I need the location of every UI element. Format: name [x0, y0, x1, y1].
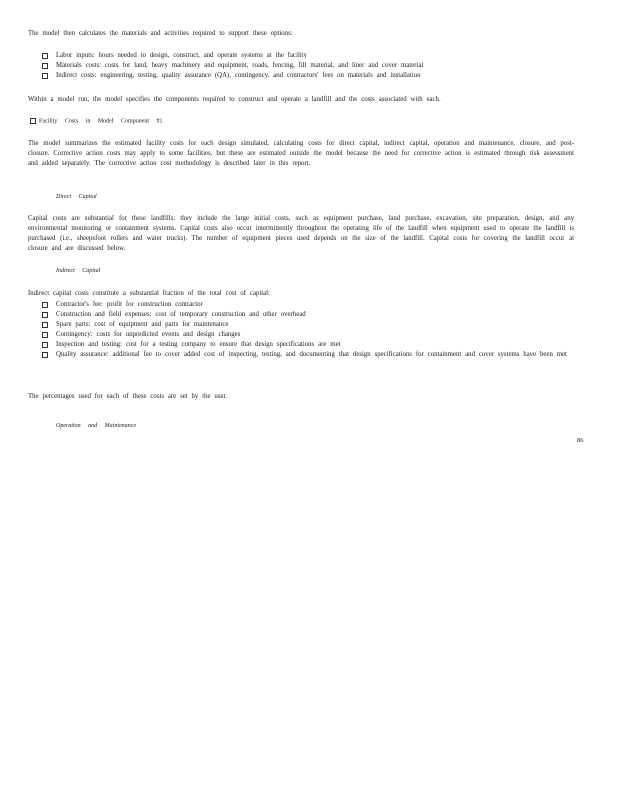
list-item: Materials costs: costs for land, heavy machinery and equipment, roads, fencing, fill material, and liner and cover material: [42, 61, 574, 71]
list-item: Labor inputs: hours needed to design, construct, and operate systems at the facility: [42, 51, 574, 61]
direct-capital-heading: Direct Capital: [56, 194, 97, 200]
summary-paragraph: The model summarizes the estimated facility costs for each design simulated, calculating costs for direct capital, indirect capital, operation and maintenance, closure, and post-closure. Corrective action costs may apply to some facilities, but these are estimated outside the model because the need for corrective action is estimated through risk assessment and added separately. The corrective action cost methodology is described later in this report.: [28, 140, 574, 167]
list-item: Contingency: costs for unpredicted events and design changes: [42, 330, 574, 340]
list-item: Contractor's fee: profit for construction contractor: [42, 300, 574, 310]
figure-box-icon: [30, 118, 36, 124]
bullet-box-icon: [42, 73, 48, 79]
figure-caption: Facility Costs in Model Component #1: [30, 118, 163, 124]
options-bullet-list: [42, 51, 574, 81]
page-number: 86: [577, 437, 584, 444]
indirect-intro-paragraph: Indirect capital costs constitute a substantial fraction of the total cost of capital:: [28, 290, 270, 297]
bullet-box-icon: [42, 332, 48, 338]
bullet-box-icon: [42, 302, 48, 308]
bullet-box-icon: [42, 322, 48, 328]
within-model-paragraph: Within a model run, the model specifies the components required to construct and operate a landfill and the costs associated with each.: [28, 96, 441, 103]
direct-capital-paragraph: Capital costs are substantial for these landfills; they include the large initial costs, such as equipment purchase, land purchase, excavation, site preparation, design, and any environmental monitoring or containment systems. Capital costs also occur intermittently throughout the operating life of the landfill when equipment used to operate the landfill is purchased (i.e., sheepsfoot rollers and water trucks). The number of equipment pieces used depends on the size of the landfill. Capital costs for covering the landfill occur at closure and are discussed below.: [28, 215, 574, 252]
intro-paragraph: The model then calculates the materials and activities required to support these options:: [28, 30, 293, 37]
list-item: Quality assurance: additional fee to cover added cost of inspecting, testing, and documenting that design specifications for containment and cover systems have been met: [42, 350, 574, 360]
list-item: Construction and field expenses: cost of temporary construction and other overhead: [42, 310, 574, 320]
operation-maintenance-heading: Operation and Maintenance: [56, 423, 136, 429]
list-item: Inspection and testing: cost for a testing company to ensure that design specifications are met: [42, 340, 574, 350]
indirect-bullet-list: [42, 300, 574, 360]
list-item: Indirect costs: engineering, testing, quality assurance (QA), contingency, and contractors' fees on materials and installation: [42, 71, 574, 81]
bullet-box-icon: [42, 352, 48, 358]
list-item: Spare parts: cost of equipment and parts for maintenance: [42, 320, 574, 330]
percentages-paragraph: The percentages used for each of these costs are set by the user.: [28, 393, 228, 400]
bullet-box-icon: [42, 63, 48, 69]
bullet-box-icon: [42, 312, 48, 318]
bullet-box-icon: [42, 342, 48, 348]
bullet-box-icon: [42, 53, 48, 59]
indirect-capital-heading: Indirect Capital: [56, 268, 101, 274]
